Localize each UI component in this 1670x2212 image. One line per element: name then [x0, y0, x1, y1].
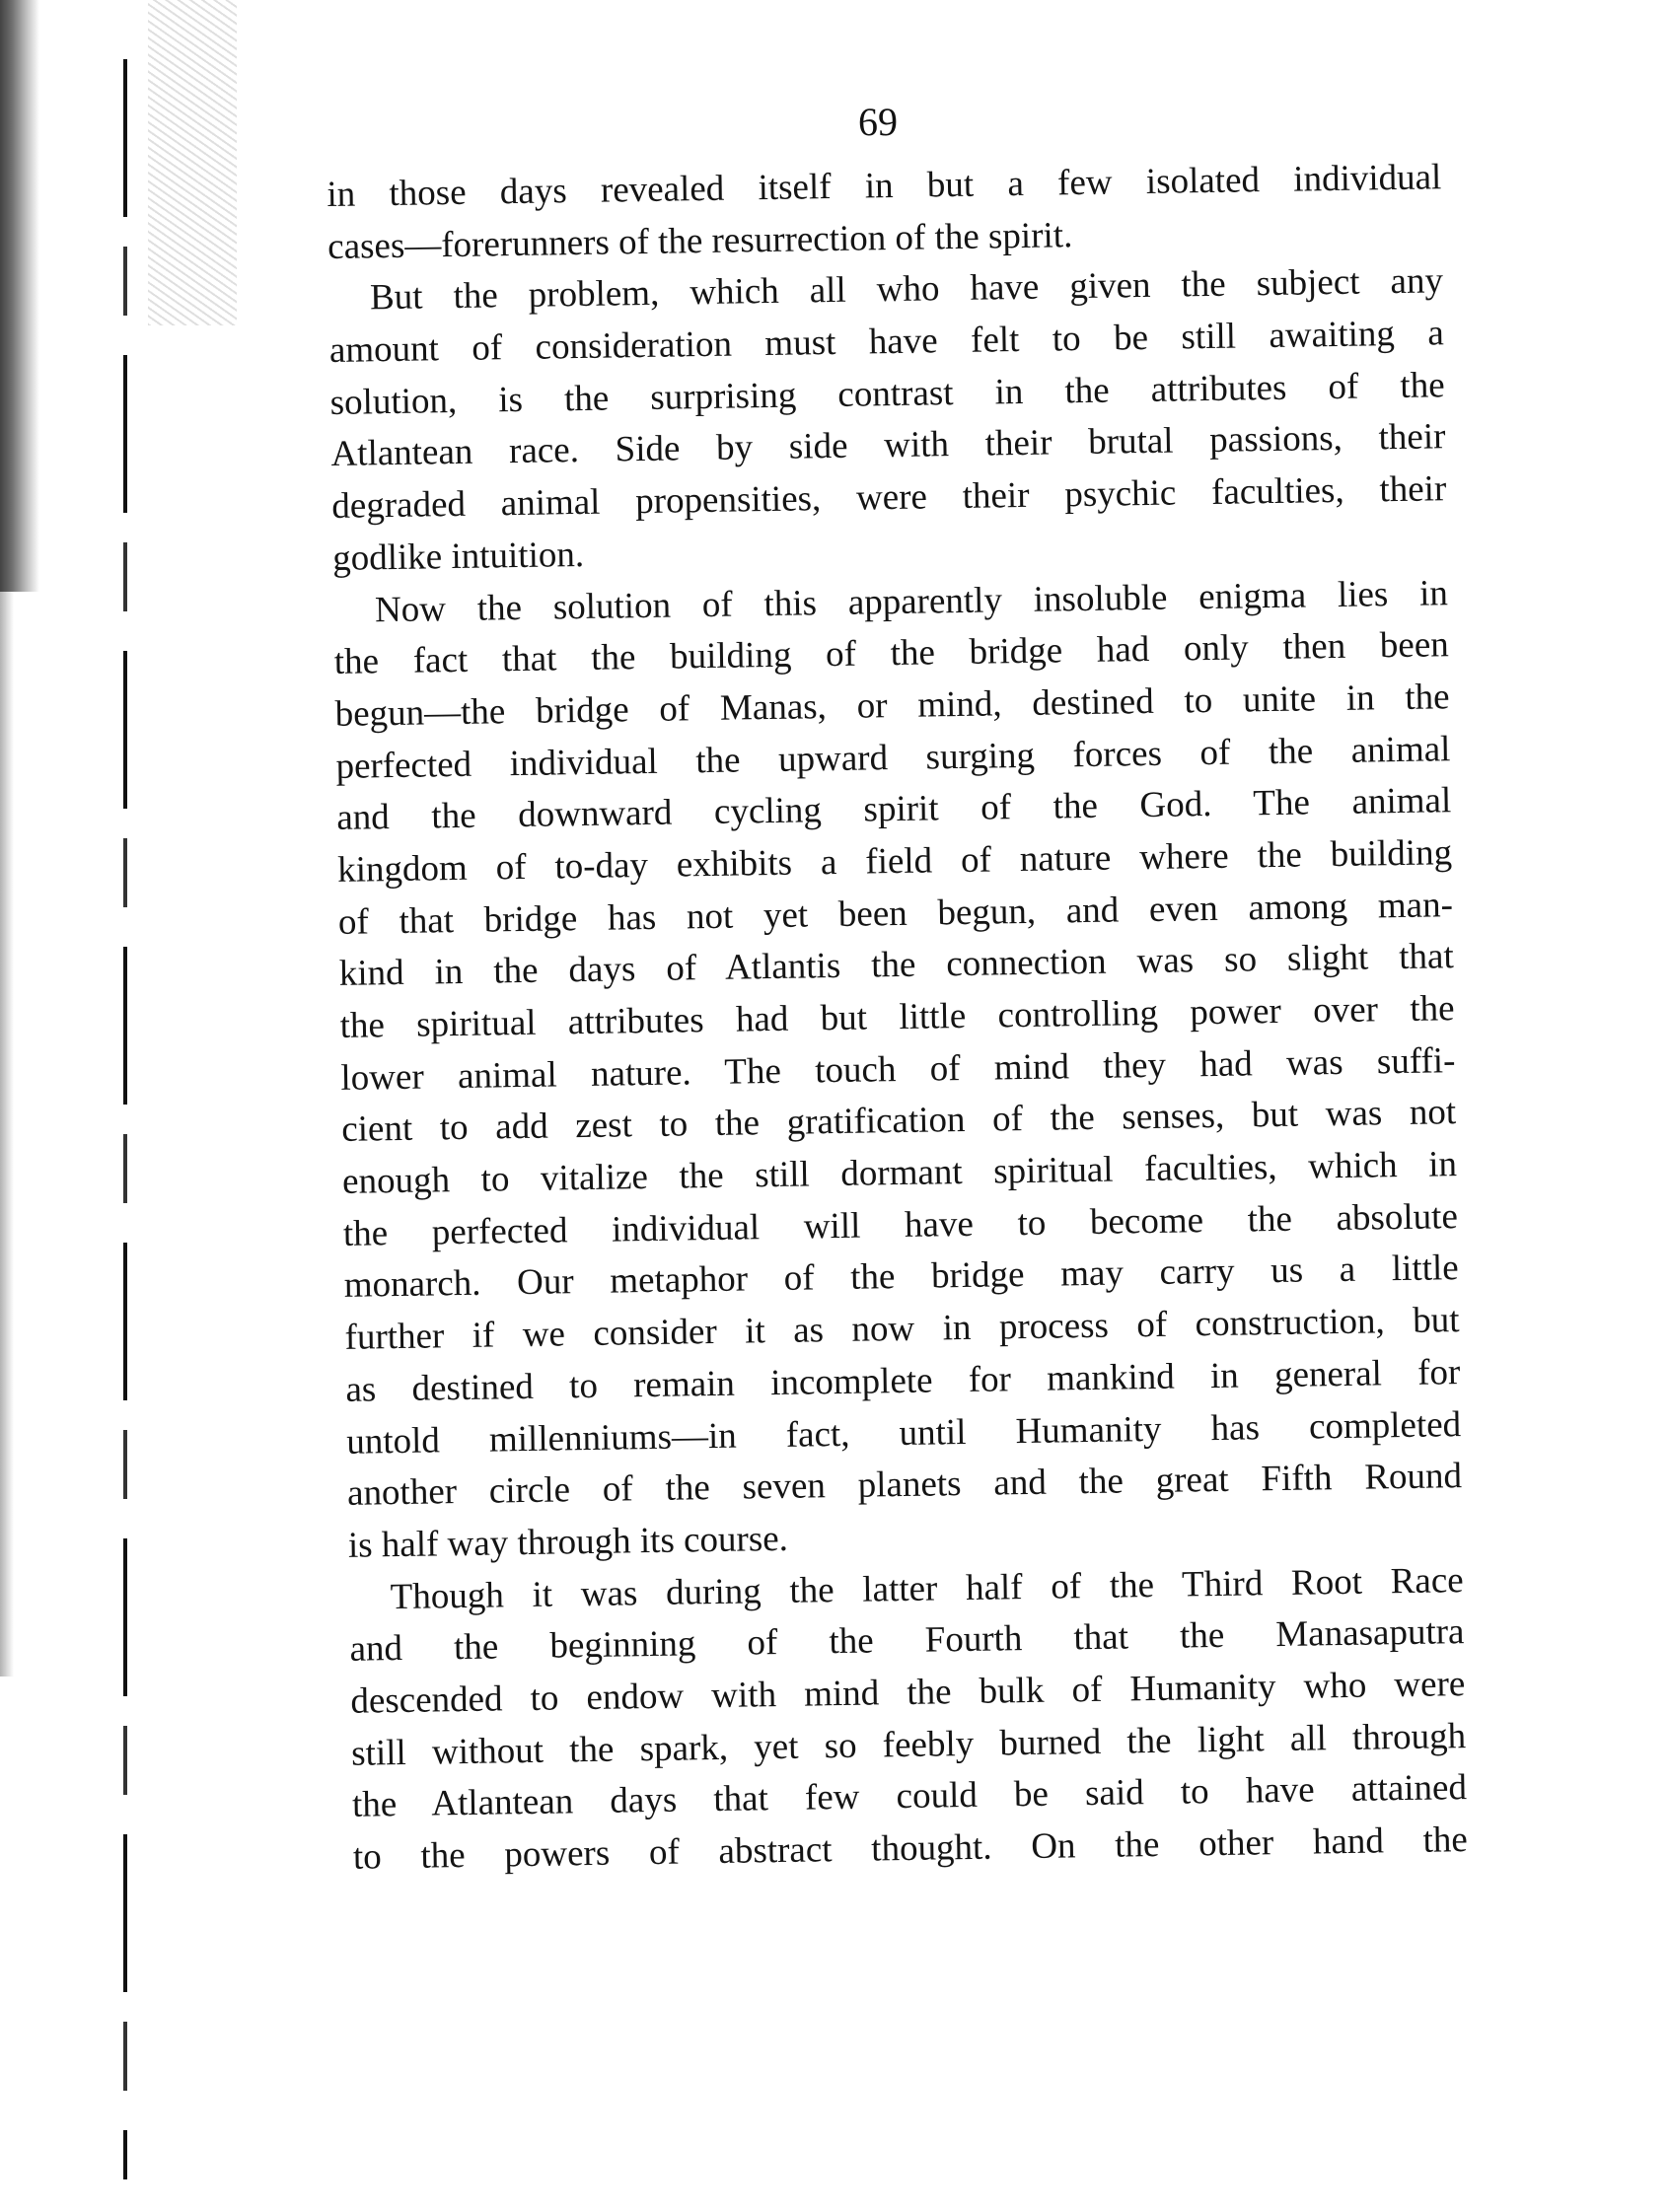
text-line: further if we consider it as now in process of construction, but — [344, 1300, 1460, 1358]
text-line: of that bridge has not yet been begun, and even among man- — [337, 884, 1454, 943]
text-line: and the beginning of the Fourth that the Manasaputra — [349, 1611, 1465, 1671]
text-line: to the powers of abstract thought. On the other hand the — [352, 1820, 1469, 1878]
text-line: lower animal nature. The touch of mind they had was suffi- — [340, 1039, 1456, 1099]
text-line: kingdom of to-day exhibits a field of nature where the building — [336, 832, 1453, 891]
text-line: another circle of the seven planets and the great Fifth Round — [346, 1456, 1463, 1515]
text-line: enough to vitalize the still dormant spiritual faculties, which in — [341, 1144, 1458, 1202]
text-line: still without the spark, yet so feebly burned the light all through — [350, 1715, 1467, 1774]
text-line: But the problem, which all who have given the subject any — [369, 260, 1444, 319]
text-line: amount of consideration must have felt to be still awaiting a — [328, 313, 1445, 372]
text-line: the spiritual attributes had but little controlling power over the — [339, 988, 1455, 1046]
text-line: as destined to remain incomplete for mankind in general for — [345, 1351, 1461, 1410]
text-line: Though it was during the latter half of the Third Root Race — [390, 1559, 1464, 1617]
text-line: and the downward cycling spirit of the God. The animal — [336, 780, 1452, 839]
text-line: cient to add zest to the gratification of the senses, but was not — [340, 1092, 1457, 1151]
text-line: kind in the days of Atlantis the connection was so slight that — [338, 936, 1454, 995]
text-line: monarch. Our metaphor of the bridge may carry us a little — [343, 1248, 1459, 1307]
text-line: Now the solution of this apparently insoluble enigma lies in — [374, 572, 1449, 630]
scan-noise — [148, 0, 237, 325]
text-line: perfected individual the upward surging forces of the animal — [335, 728, 1451, 787]
text-line: cases—forerunners of the resurrection of the spirit. — [327, 214, 1073, 267]
text-line: descended to endow with mind the bulk of Humanity who were — [350, 1663, 1466, 1722]
text-line: solution, is the surprising contrast in the attributes of the — [329, 364, 1445, 423]
binding-edge — [0, 592, 14, 1677]
text-line: the Atlantean days that few could be said to have attained — [351, 1767, 1468, 1826]
text-line: untold millenniums—in fact, until Humanity has completed — [345, 1403, 1462, 1463]
body-text — [327, 152, 1468, 1884]
text-line: the fact that the building of the bridge had only then been — [333, 624, 1450, 683]
text-line: is half way through its course. — [347, 1518, 789, 1566]
text-line: godlike intuition. — [331, 534, 585, 579]
text-line: Atlantean race. Side by side with their brutal passions, their — [330, 416, 1446, 475]
text-line: degraded animal propensities, were their psychic faculties, their — [331, 468, 1447, 528]
page-number: 69 — [858, 100, 898, 144]
text-line: in those days revealed itself in but a few isolated individual — [327, 157, 1442, 215]
gutter-fold-line — [123, 59, 127, 2179]
text-line: begun—the bridge of Manas, or mind, destined to unite in the — [334, 677, 1450, 735]
binding-shadow — [0, 0, 39, 592]
text-line: the perfected individual will have to become the absolute — [342, 1195, 1459, 1254]
